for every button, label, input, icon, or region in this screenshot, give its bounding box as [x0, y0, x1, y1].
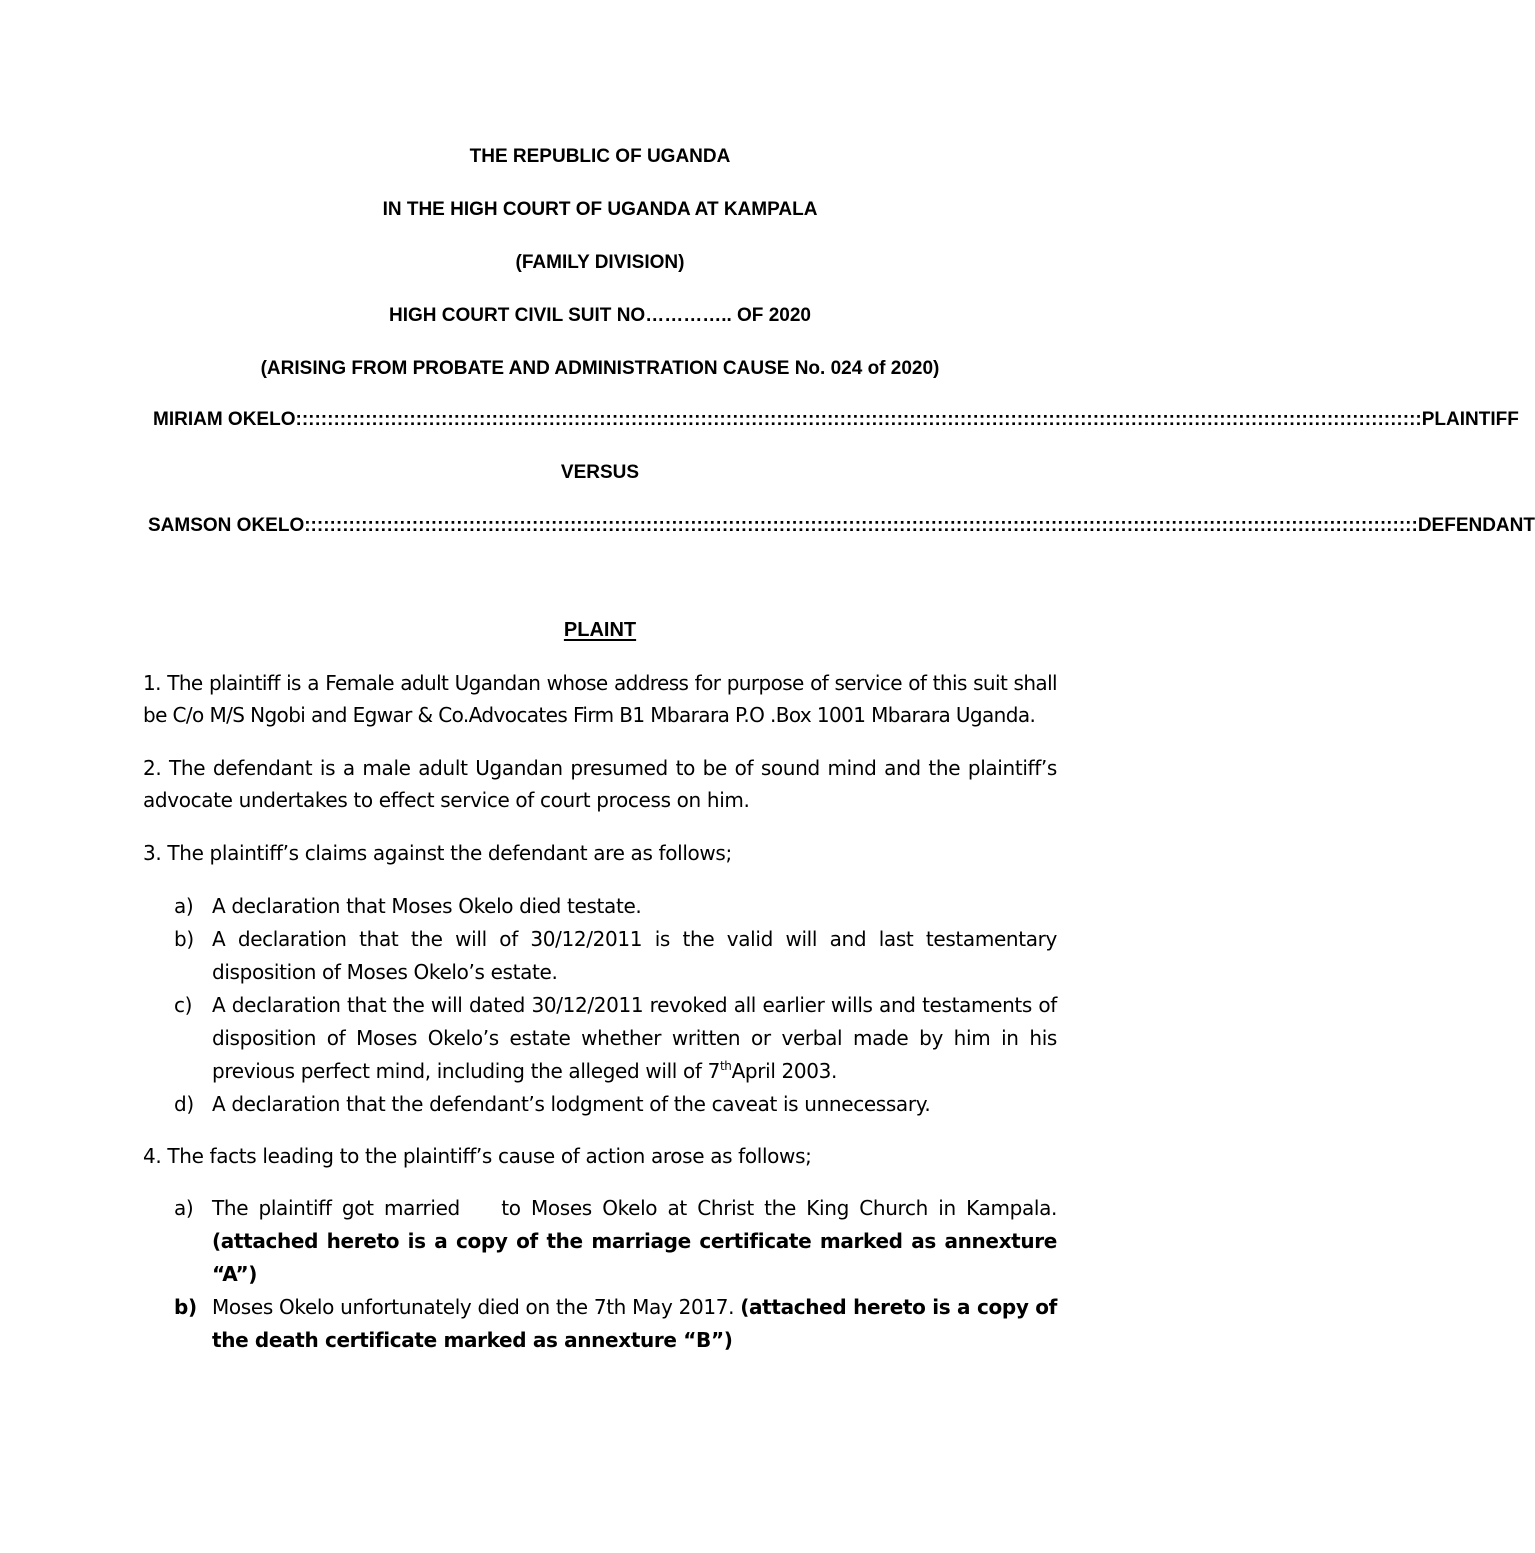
claim-item — [174, 1088, 1057, 1121]
defendant-separator: :::::::::::::::::::::::::::::::::::::::::::::::::::::::::::::::::::::::::::::::::::::::::::::::::::::::::::::::::::::::::::::::::::::::::::::::::::::::::::::::::::::::::::::::: — [304, 515, 1418, 536]
fact-marker: b) — [174, 1295, 197, 1319]
claim-text: A declaration that the will of 30/12/2011 is the valid will and last testamentary disposition of Moses Okelo’s estate. — [212, 927, 1057, 984]
claim-marker: a) — [174, 894, 194, 918]
fact-annexure-note: (attached hereto is a copy of the death certificate marked as annexture “B”) — [212, 1295, 1057, 1352]
defendant-name: SAMSON OKELO — [148, 515, 305, 536]
arising-from-heading: (ARISING FROM PROBATE AND ADMINISTRATION CAUSE No. 024 of 2020) — [260, 358, 940, 379]
claim-text: A declaration that Moses Okelo died testate. — [212, 894, 642, 918]
claim-marker: d) — [174, 1092, 194, 1116]
court-heading: IN THE HIGH COURT OF UGANDA AT KAMPALA — [382, 199, 818, 220]
paragraph-1: 1. The plaintiff is a Female adult Ugandan whose address for purpose of service of this suit shall be C/o M/S Ngobi and Egwar & Co.Advocates Firm B1 Mbarara P.O .Box 1001 Mbarara Uganda. — [143, 671, 1057, 727]
claim-text-end: April 2003. — [731, 1059, 838, 1083]
defendant-line — [148, 514, 1535, 538]
versus-heading: VERSUS — [560, 462, 640, 483]
fact-marker: a) — [174, 1196, 194, 1220]
division-heading: (FAMILY DIVISION) — [515, 252, 685, 273]
claims-list — [174, 890, 1057, 1121]
republic-heading: THE REPUBLIC OF UGANDA — [469, 146, 731, 167]
fact-annexure-note: (attached hereto is a copy of the marriage certificate marked as annexture “A”) — [212, 1229, 1057, 1286]
fact-item — [174, 1291, 1057, 1357]
plaintiff-line — [153, 408, 1519, 432]
plaintiff-role: PLAINTIFF — [1421, 409, 1519, 430]
claim-text: A declaration that the defendant’s lodgment of the caveat is unnecessary. — [212, 1092, 931, 1116]
paragraph-4: 4. The facts leading to the plaintiff’s cause of action arose as follows; — [143, 1144, 812, 1168]
fact-text: Moses Okelo unfortunately died on the 7th May 2017. — [212, 1295, 741, 1319]
plaintiff-separator: :::::::::::::::::::::::::::::::::::::::::::::::::::::::::::::::::::::::::::::::::::::::::::::::::::::::::::::::::::::::::::::::::::::::::::::::::::::::::::::::::::::::::::::::::: — [295, 409, 1422, 430]
plaintiff-name: MIRIAM OKELO — [153, 409, 296, 430]
facts-list — [174, 1192, 1063, 1357]
fact-text: The plaintiff got married to Moses Okelo at Christ the King Church in Kampala. — [212, 1196, 1063, 1220]
suit-number-heading: HIGH COURT CIVIL SUIT NO………….. OF 2020 — [389, 305, 811, 326]
claim-item — [174, 989, 1057, 1088]
claim-item — [174, 923, 1057, 989]
fact-item — [174, 1192, 1063, 1291]
claim-item — [174, 890, 1057, 923]
claim-marker: b) — [174, 927, 194, 951]
defendant-role: DEFENDANT — [1417, 515, 1535, 536]
claim-text: A declaration that the will dated 30/12/2011 revoked all earlier wills and testaments of disposition of Moses Okelo’s estate whether written or verbal made by him in his previous perfect mind, including the alleged will of 7 — [212, 993, 1057, 1083]
paragraph-2: 2. The defendant is a male adult Ugandan presumed to be of sound mind and the plaintiff’s advocate undertakes to effect service of court process on him. — [143, 756, 1057, 812]
ordinal-suffix: th — [719, 1059, 732, 1073]
paragraph-3: 3. The plaintiff’s claims against the defendant are as follows; — [143, 841, 732, 865]
plaint-title: PLAINT — [563, 619, 637, 641]
claim-marker: c) — [174, 993, 193, 1017]
